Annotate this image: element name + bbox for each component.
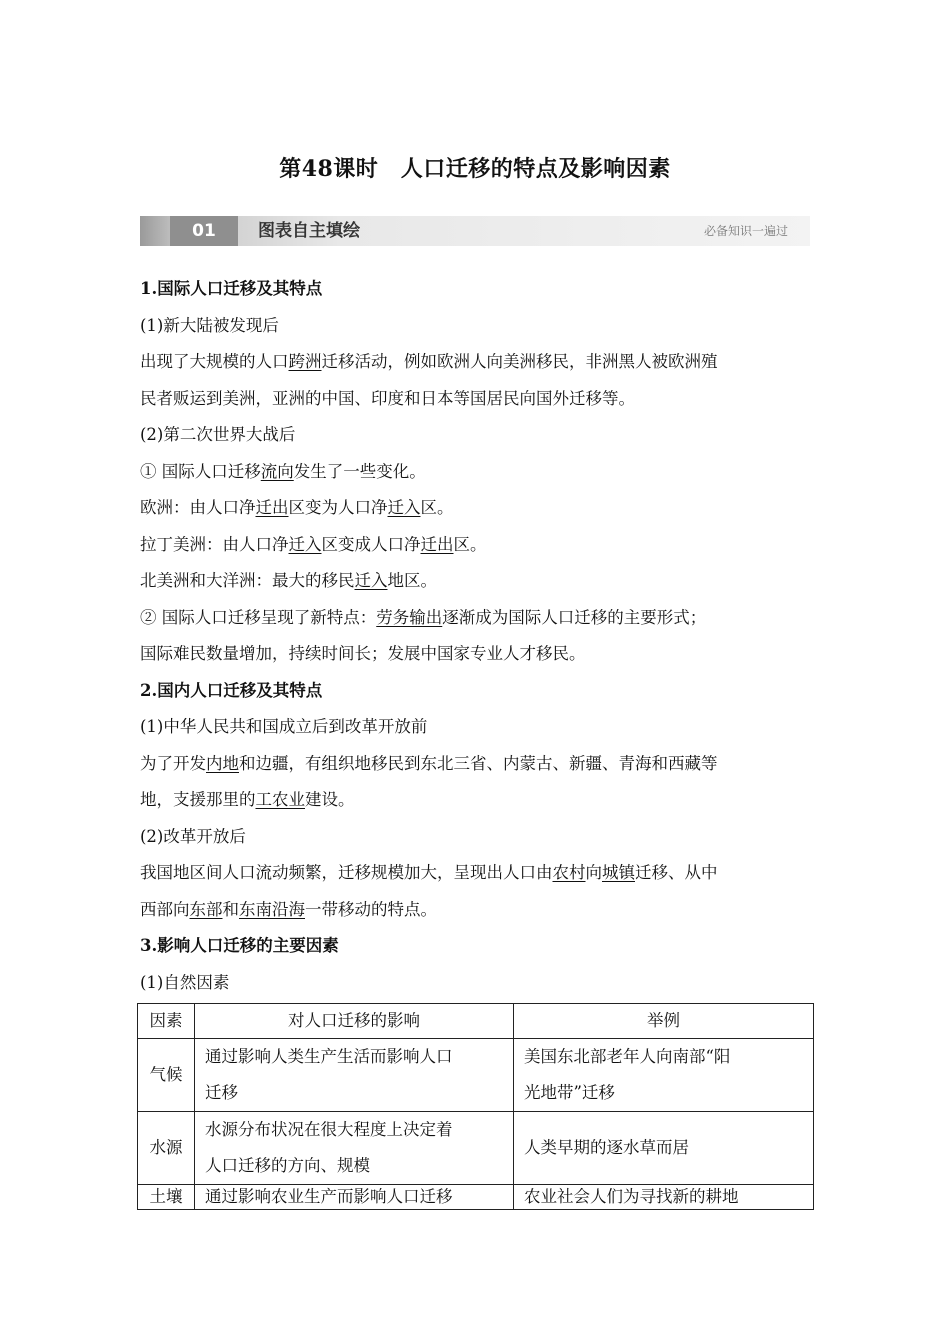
banner-subtitle: 必备知识一遍过 (703, 224, 788, 238)
banner-label: 图表自主填绘 (258, 221, 360, 241)
answer-blank: 迁入 (387, 498, 421, 517)
banner-number: 01 (170, 216, 238, 246)
answer-blank: 迁入 (288, 534, 322, 554)
page-title: 第48课时 人口迁移的特点及影响因素 (279, 156, 671, 182)
answer-blank: 城镇 (602, 863, 635, 882)
factor-cell: 水源 (138, 1112, 195, 1185)
table-header-cell: 因素 (138, 1004, 195, 1039)
natural-factors-table (137, 1003, 814, 1210)
section-3-heading: 3.影响人口迁移的主要因素 (140, 936, 339, 955)
section-1-heading: 1.国际人口迁移及其特点 (140, 279, 323, 298)
paragraph-line: 欧洲：由人口净迁出区变为人口净迁入区。 (140, 498, 454, 517)
main-content (140, 274, 812, 1004)
section-3-sub-1: (1)自然因素 (140, 972, 230, 992)
example-cell: 人类早期的逐水草而居 (514, 1112, 814, 1185)
table-header-cell: 对人口迁移的影响 (195, 1004, 514, 1039)
paragraph-line: 拉丁美洲：由人口净迁入区变成人口净迁出区。 (140, 534, 487, 554)
table-header-row (138, 1004, 814, 1039)
paragraph-line: 北美洲和大洋洲：最大的移民迁入地区。 (140, 571, 437, 590)
paragraph-line: 民者贩运到美洲，亚洲的中国、印度和日本等国居民向国外迁移等。 (140, 388, 635, 408)
paragraph-line: 国际难民数量增加，持续时间长；发展中国家专业人才移民。 (140, 644, 586, 663)
answer-blank: 流向 (260, 461, 294, 481)
factor-cell: 气候 (138, 1039, 195, 1112)
answer-blank: 东部 (189, 899, 223, 919)
answer-blank: 东南沿海 (239, 899, 305, 919)
table-header-cell: 举例 (514, 1004, 814, 1039)
table-row (138, 1185, 814, 1210)
table-row (138, 1039, 814, 1112)
section-2-heading: 2.国内人口迁移及其特点 (140, 680, 323, 700)
answer-blank: 跨洲 (288, 352, 322, 371)
influence-cell: 通过影响农业生产而影响人口迁移 (195, 1185, 514, 1210)
paragraph-line: 出现了大规模的人口跨洲迁移活动，例如欧洲人向美洲移民，非洲黑人被欧洲殖 (140, 352, 718, 371)
table-row (138, 1112, 814, 1185)
paragraph-line: ② 国际人口迁移呈现了新特点：劳务输出逐渐成为国际人口迁移的主要形式； (140, 607, 707, 627)
paragraph-line: 西部向东部和东南沿海一带移动的特点。 (140, 899, 437, 919)
section-banner (140, 216, 810, 246)
paragraph-line: 我国地区间人口流动频繁，迁移规模加大，呈现出人口由农村向城镇迁移、从中 (140, 863, 718, 882)
section-1-sub-1: (1)新大陆被发现后 (140, 315, 279, 335)
factor-cell: 土壤 (138, 1185, 195, 1210)
section-2-sub-1: (1)中华人民共和国成立后到改革开放前 (140, 717, 428, 736)
answer-blank: 迁出 (420, 534, 454, 554)
example-cell: 美国东北部老年人向南部“阳 光地带”迁移 (514, 1039, 814, 1112)
example-cell: 农业社会人们为寻找新的耕地 (514, 1185, 814, 1210)
section-1-sub-2: (2)第二次世界大战后 (140, 425, 296, 444)
answer-blank: 内地 (206, 753, 239, 773)
answer-blank: 劳务输出 (376, 607, 443, 627)
paragraph-line: 地，支援那里的工农业建设。 (140, 790, 355, 809)
paragraph-line: ① 国际人口迁移流向发生了一些变化。 (140, 461, 426, 481)
answer-blank: 迁出 (255, 498, 289, 517)
answer-blank: 工农业 (255, 790, 305, 809)
influence-cell: 水源分布状况在很大程度上决定着 人口迁移的方向、规模 (195, 1112, 514, 1185)
section-2-sub-2: (2)改革开放后 (140, 826, 246, 846)
answer-blank: 农村 (552, 863, 586, 882)
paragraph-line: 为了开发内地和边疆，有组织地移民到东北三省、内蒙古、新疆、青海和西藏等 (140, 753, 718, 773)
influence-cell: 通过影响人类生产生活而影响人口 迁移 (195, 1039, 514, 1112)
answer-blank: 迁入 (354, 571, 388, 590)
